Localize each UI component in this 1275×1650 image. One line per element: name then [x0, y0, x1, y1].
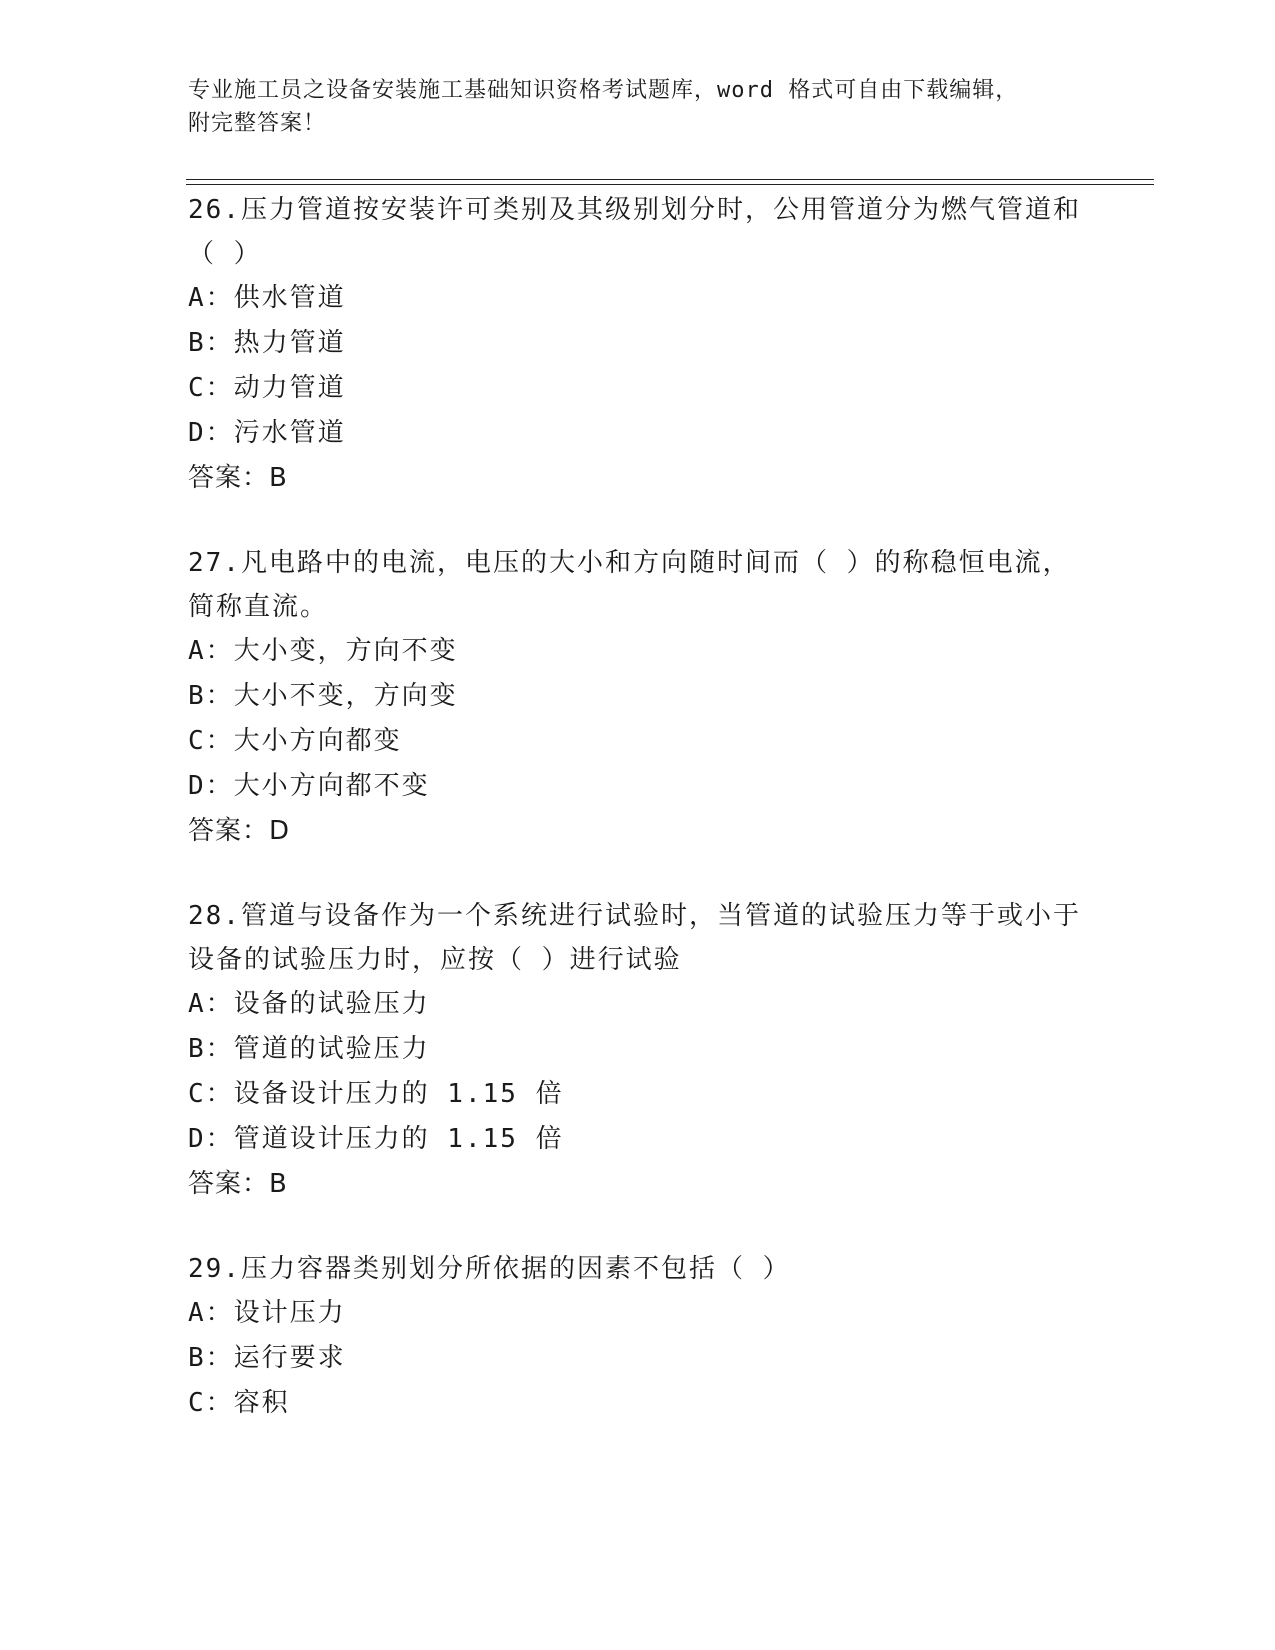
- option-b: B：大小不变，方向变: [188, 681, 458, 711]
- header-line-1: 专业施工员之设备安装施工基础知识资格考试题库，word 格式可自由下载编辑，: [188, 78, 1019, 103]
- question-list: [188, 188, 1088, 1466]
- question-text: 28.管道与设备作为一个系统进行试验时，当管道的试验压力等于或小于设备的试验压力时，应按（ ）进行试验: [188, 901, 1081, 975]
- document-header: [188, 74, 1088, 140]
- option-c: C：动力管道: [188, 373, 346, 403]
- option-a: A：设备的试验压力: [188, 989, 430, 1019]
- answer-line: 答案：B: [188, 1169, 288, 1199]
- question-26: [188, 188, 1088, 501]
- question-28: [188, 894, 1088, 1207]
- header-divider-top: [186, 179, 1154, 180]
- option-c: C：大小方向都变: [188, 726, 402, 756]
- answer-line: 答案：B: [188, 463, 288, 493]
- option-a: A：供水管道: [188, 283, 346, 313]
- option-c: C：设备设计压力的 1.15 倍: [188, 1079, 564, 1109]
- header-line-2: 附完整答案！: [188, 111, 327, 136]
- option-d: D：大小方向都不变: [188, 771, 430, 801]
- option-b: B：运行要求: [188, 1343, 346, 1373]
- header-divider-bottom: [186, 184, 1154, 185]
- question-text: 26.压力管道按安装许可类别及其级别划分时，公用管道分为燃气管道和（ ）: [188, 195, 1081, 269]
- question-29: [188, 1247, 1088, 1426]
- question-27: [188, 541, 1088, 854]
- option-a: A：设计压力: [188, 1298, 346, 1328]
- answer-line: 答案：D: [188, 816, 291, 846]
- question-text: 29.压力容器类别划分所依据的因素不包括（ ）: [188, 1254, 791, 1284]
- option-d: D：污水管道: [188, 418, 346, 448]
- option-b: B：管道的试验压力: [188, 1034, 430, 1064]
- option-d: D：管道设计压力的 1.15 倍: [188, 1124, 564, 1154]
- option-c: C：容积: [188, 1388, 290, 1418]
- option-a: A：大小变，方向不变: [188, 636, 458, 666]
- option-b: B：热力管道: [188, 328, 346, 358]
- question-text: 27.凡电路中的电流，电压的大小和方向随时间而（ ）的称稳恒电流，简称直流。: [188, 548, 1071, 622]
